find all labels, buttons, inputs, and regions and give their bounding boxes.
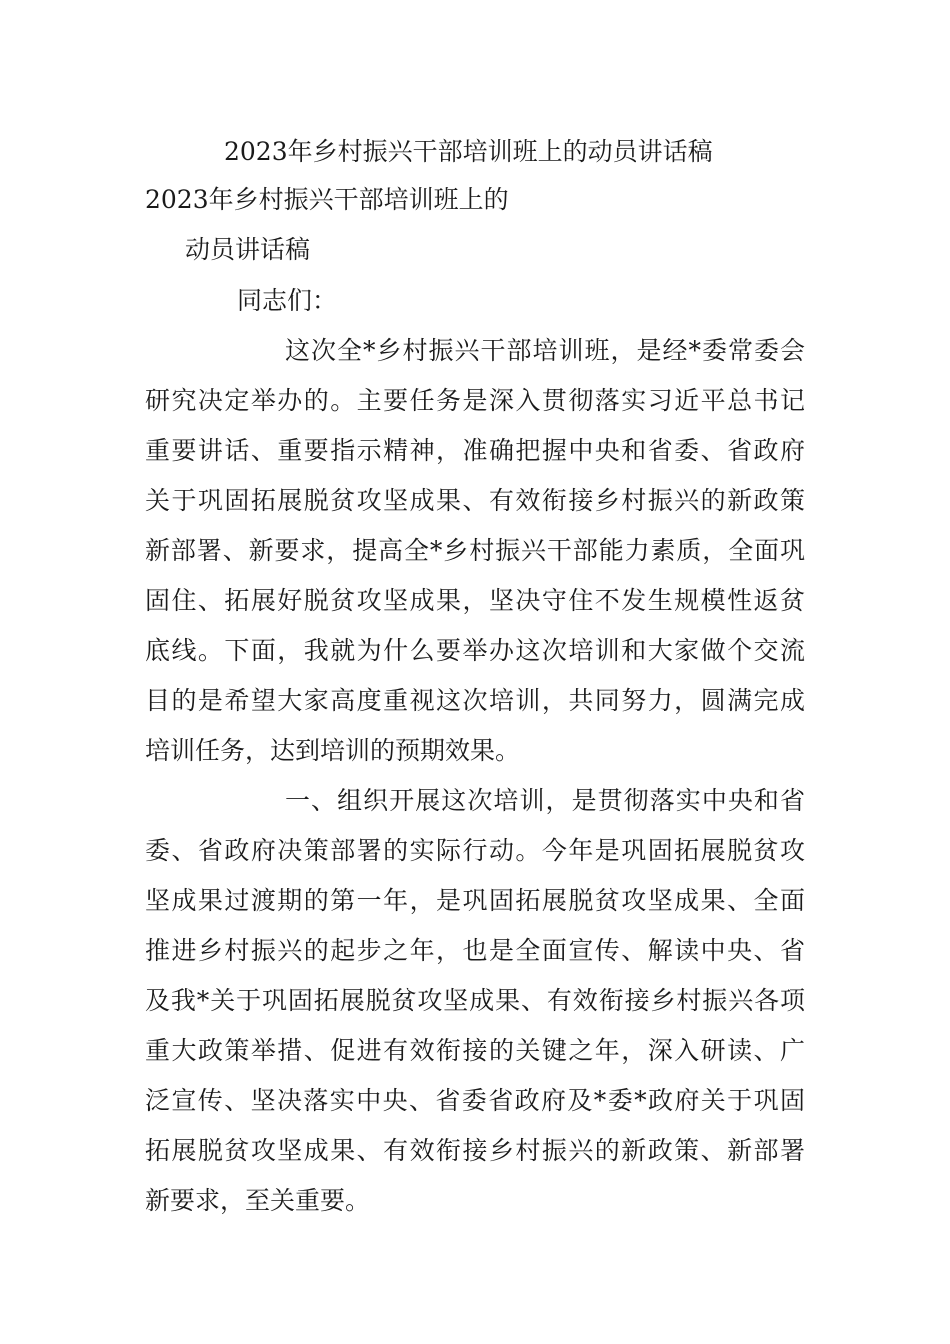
paragraph-line: 拓展脱贫攻坚成果、有效衔接乡村振兴的新政策、新部署 [145,1136,805,1165]
paragraph-line: 坚成果过渡期的第一年，是巩固拓展脱贫攻坚成果、全面 [145,886,805,915]
paragraph-1 [145,326,805,776]
paragraph-line: 重要讲话、重要指示精神，准确把握中央和省委、省政府 [145,436,805,465]
document-subtitle-line2: 动员讲话稿 [185,235,311,264]
paragraph-line: 新要求，至关重要。 [145,1186,371,1215]
paragraph-line: 新部署、新要求，提高全*乡村振兴干部能力素质，全面巩 [145,536,805,565]
paragraph-line: 关于巩固拓展脱贫攻坚成果、有效衔接乡村振兴的新政策 [145,486,805,515]
paragraph-line: 固住、拓展好脱贫攻坚成果，坚决守住不发生规模性返贫 [145,586,805,615]
paragraph-line: 及我*关于巩固拓展脱贫攻坚成果、有效衔接乡村振兴各项 [145,986,805,1015]
paragraph-line: 目的是希望大家高度重视这次培训，共同努力，圆满完成 [145,686,805,715]
paragraph-line: 推进乡村振兴的起步之年，也是全面宣传、解读中央、省 [145,936,805,965]
paragraph-line: 研究决定举办的。主要任务是深入贯彻落实习近平总书记 [145,386,805,415]
paragraph-line: 这次全*乡村振兴干部培训班，是经*委常委会 [285,336,805,365]
document-subtitle-line1: 2023年乡村振兴干部培训班上的 [145,185,509,214]
paragraph-line: 泛宣传、坚决落实中央、省委省政府及*委*政府关于巩固 [145,1086,805,1115]
salutation: 同志们： [237,286,338,315]
paragraph-line: 委、省政府决策部署的实际行动。今年是巩固拓展脱贫攻 [145,836,805,865]
paragraph-line: 一、组织开展这次培训，是贯彻落实中央和省 [285,786,805,815]
paragraph-2 [145,776,805,1226]
document-title: 2023年乡村振兴干部培训班上的动员讲话稿 [224,137,713,166]
paragraph-line: 重大政策举措、促进有效衔接的关键之年，深入研读、广 [145,1036,805,1065]
paragraph-line: 底线。下面，我就为什么要举办这次培训和大家做个交流 [145,636,805,665]
paragraph-line: 培训任务，达到培训的预期效果。 [145,736,521,765]
